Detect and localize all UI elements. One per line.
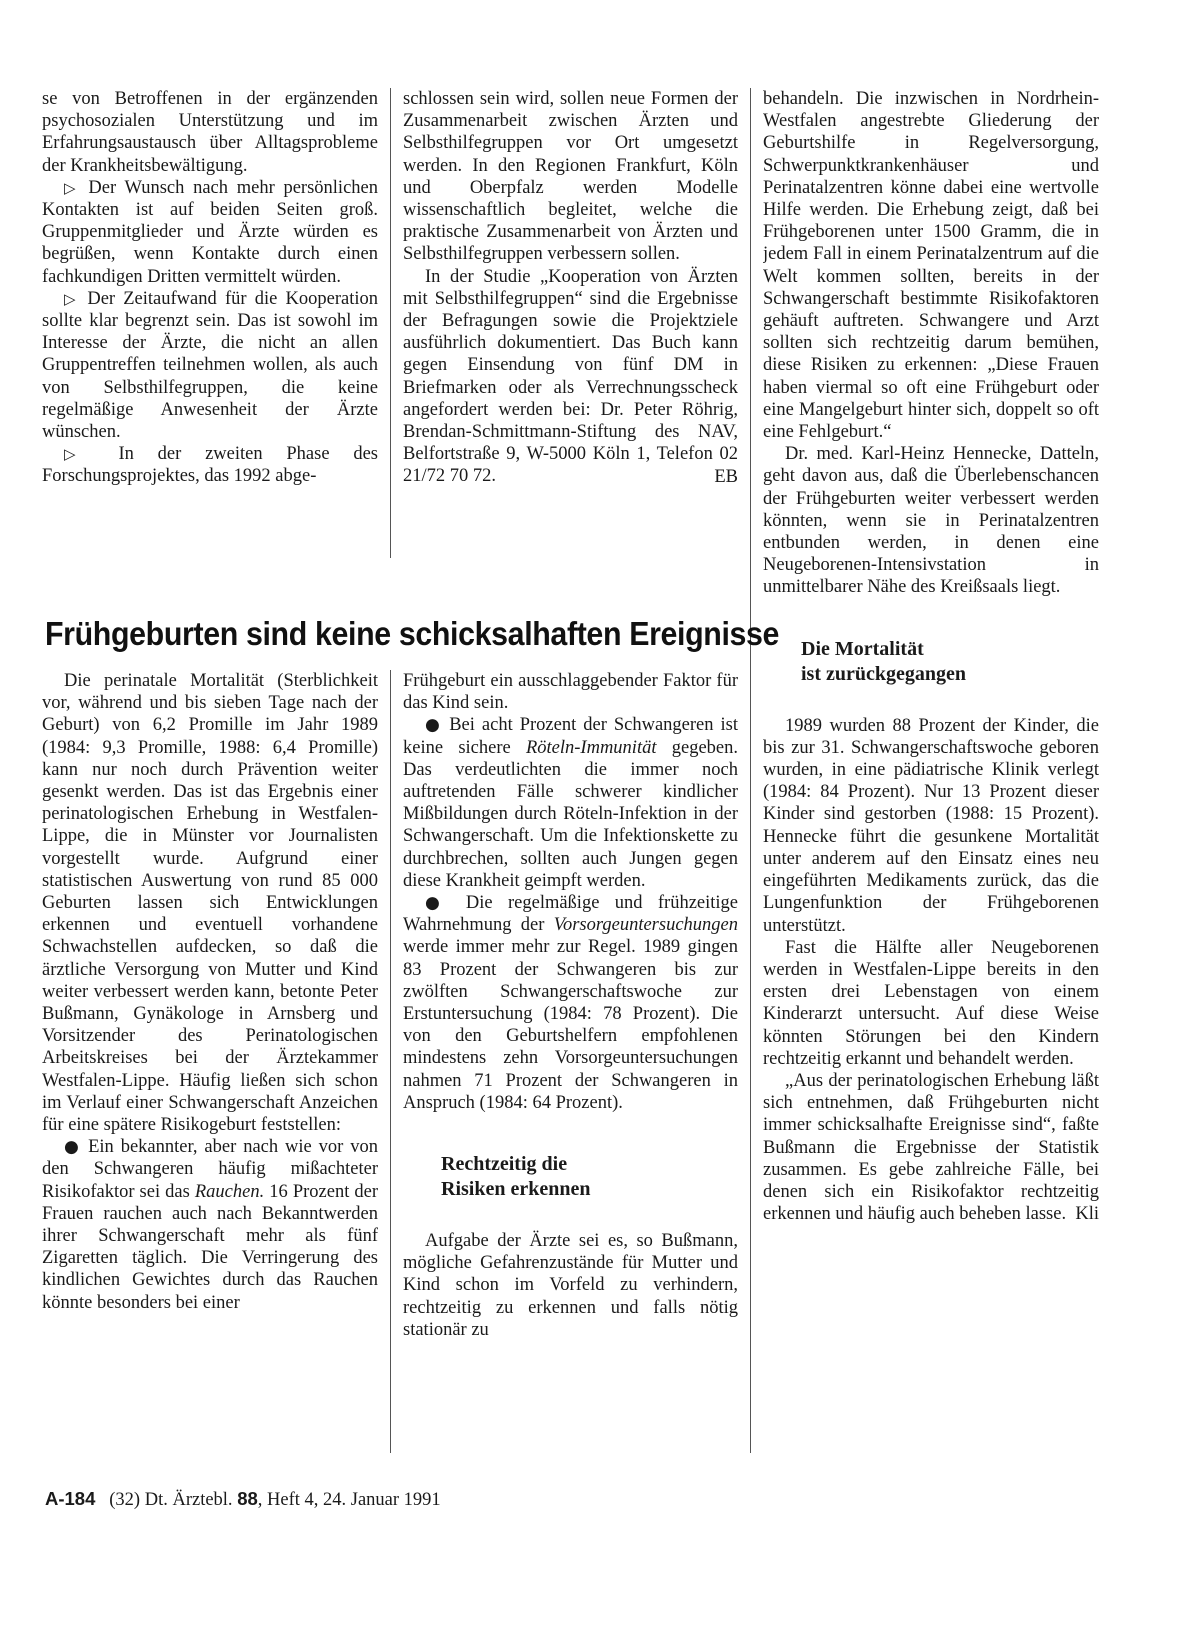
right-column <box>763 88 1099 1483</box>
paragraph: behandeln. Die inzwischen in Nordrhein-Westfalen angestrebte Gliederung der Geburtshilfe in Regelversorgung, Schwerpunktkrankenhäuser und Perinatalzentren könne dabei eine wertvolle Hilfe werden. Die Erhebung zeigt, daß bei Frühgeborenen unter 1500 Gramm, die in jedem Fall in einem Perinatalzentrum auf die Welt kommen sollten, bereits in der Schwangerschaft bestimmte Risikofaktoren gehäuft auftreten. Schwangere und Arzt sollten sich rechtzeitig darum bemühen, diese Risiken zu erkennen: „Diese Frauen haben viermal so oft eine Frühgeburt oder eine Mangelgeburt hinter sich, doppelt so oft eine Fehlgeburt.“ <box>763 89 1099 443</box>
paragraph: Frühgeburt ein ausschlaggebender Faktor für das Kind sein. <box>403 671 738 714</box>
triangle-bullet-icon: ▷ <box>64 445 95 464</box>
subheading-risks: Rechtzeitig die Risiken erkennen <box>441 1153 591 1201</box>
list-item: ▷ Der Wunsch nach mehr persönlichen Kontakten ist auf beiden Seiten groß. Gruppenmitglieder und Ärzte würden es begrüßen, wenn Kontakte durch einen fachkundigen Dritten vermittelt würden. <box>42 177 378 287</box>
top-column-2 <box>403 88 738 558</box>
journal-name: (32) Dt. Ärztebl. <box>109 1490 233 1510</box>
bullet-icon: ● <box>425 893 451 914</box>
paragraph: Fast die Hälfte aller Neugeborenen werden in Westfalen-Lippe bereits in den ersten drei Lebenstagen von einem Kinderarzt untersucht. Auf diese Weise könnten Störungen bei den Kindern rechtzeitig erkannt und behandelt werden. <box>763 937 1099 1069</box>
paragraph: In der Studie „Kooperation von Ärzten mit Selbsthilfegruppen“ sind die Ergebnisse der Befragungen sowie die Projektziele ausführlich dokumentiert. Das Buch kann gegen Einsendung von fünf DM in Briefmarken oder als Verrechnungsscheck angefordert werden bei: Dr. Peter Röhrig, Brendan-Schmittmann-Stiftung des NAV, Belfortstraße 9, W-5000 Köln 1, Telefon 02 21/72 70 72. <box>403 266 738 487</box>
list-item: ● Bei acht Prozent der Schwangeren ist keine sichere Röteln-Immunität gegeben. Das verdeutlichten die immer noch auftretenden Fälle schwerer kindlicher Mißbildungen durch Röteln-Infektion in der Schwangerschaft. Um die Infektionskette zu durchbrechen, sollten auch Jungen gegen diese Krankheit geimpft werden. <box>403 715 738 891</box>
paragraph: „Aus der perinatologischen Erhebung läßt sich entnehmen, daß Frühgeburten nicht immer schicksalhafte Ereignisse sind“, faßte Bußmann die Ergebnisse der Statistik zusammen. Es gebe zahlreiche Fälle, bei denen sich ein Risikofaktor rechtzeitig erkennen und häufig auch beheben lasse. <box>763 1070 1099 1225</box>
list-item: ● Die regelmäßige und frühzeitige Wahrnehmung der Vorsorgeuntersuchungen werde immer mehr zur Regel. 1989 gingen 83 Prozent der Schwangeren bis zur zwölften Schwangerschaftswoche zur Erstuntersuchung (1984: 78 Prozent). Die von den Geburtshelfern empfohlenen mindestens zehn Vorsorgeuntersuchungen nahmen 71 Prozent der Schwangeren in Anspruch (1984: 64 Prozent). <box>403 893 738 1113</box>
column-divider <box>390 670 391 1453</box>
paragraph: Dr. med. Karl-Heinz Hennecke, Datteln, geht davon aus, daß die Überlebenschancen der Frühgeburten weiter verbessert werden könnten, wenn sie in Perinatalzentren entbunden werden, in denen eine Neugeborenen-Intensivstation in unmittelbarer Nähe des Kreißsaals liegt. <box>763 444 1099 598</box>
column-divider <box>390 88 391 558</box>
paragraph: Aufgabe der Ärzte sei es, so Bußmann, mögliche Gefahrenzustände für Mutter und Kind schon im Vorfeld zu verhindern, rechtzeitig zu erkennen und falls nötig stationär zu <box>403 1231 738 1340</box>
subheading-mortality: Die Mortalität ist zurückgegangen <box>801 637 966 685</box>
page-number: A-184 <box>45 1488 96 1509</box>
paragraph: 1989 wurden 88 Prozent der Kinder, die bis zur 31. Schwangerschaftswoche geboren wurden, in eine pädiatrische Klinik verlegt (1984: 84 Prozent). Nur 13 Prozent dieser Kinder sind gestorben (1988: 15 Prozent). Hennecke führt die gesunkene Mortalität unter anderem auf den Einsatz eines neu eingeführten Medikaments zurück, das die Lungenfunktion der Frühgeborenen unterstützt. <box>763 715 1099 936</box>
paragraph: se von Betroffenen in der ergänzenden psychosozialen Unterstützung und im Erfahrungsaustausch über Alltagsprobleme der Krankheitsbewältigung. <box>42 89 378 176</box>
paragraph: Die perinatale Mortalität (Sterblichkeit vor, während und bis sieben Tage nach der Geburt) von 6,2 Promille im Jahr 1989 (1984: 9,3 Promille, 1988: 6,4 Promille) kann nur noch durch Prävention weiter gesenkt werden. Das ist das Ergebnis einer perinatologischen Erhebung in Westfalen-Lippe, die in Münster vor Journalisten vorgestellt wurde. Aufgrund einer statistischen Auswertung von rund 85 000 Geburten lassen sich Entwicklungen erkennen und eventuell vorhandene Schwachstellen aufdecken, so daß die ärztliche Versorgung von Mutter und Kind weiter verbessert werden kann, betonte Peter Bußmann, Gynäkologe in Arnsberg und Vorsitzender des Perinatologischen Arbeitskreises bei der Ärztekammer Westfalen-Lippe. Häufig ließen sich schon im Verlauf einer Schwangerschaft Anzeichen für eine spätere Risikogeburt feststellen: <box>42 671 378 1136</box>
issue-date: , Heft 4, 24. Januar 1991 <box>257 1490 441 1510</box>
triangle-bullet-icon: ▷ <box>64 289 80 308</box>
headline: Frühgeburten sind keine schicksalhaften Ereignisse <box>45 615 780 652</box>
volume-number: 88 <box>237 1488 258 1509</box>
paragraph: schlossen sein wird, sollen neue Formen der Zusammenarbeit zwischen Ärzten und Selbsthilfegruppen vor Ort umgesetzt werden. In den Regionen Frankfurt, Köln und Oberpfalz werden Modelle wissenschaftlich begleitet, welche die praktische Zusammenarbeit von Ärzten und Selbsthilfegruppen verbessern sollen. <box>403 89 738 265</box>
top-column-1 <box>42 88 378 558</box>
list-item: ● Ein bekannter, aber nach wie vor von den Schwangeren häufig mißachteter Risikofaktor sei das Rauchen. 16 Prozent der Frauen rauchen auch nach Bekanntwerden ihrer Schwangerschaft mehr als fünf Zigaretten täglich. Die Verringerung des kindlichen Gewichtes durch das Rauchen könnte besonders bei einer <box>42 1137 378 1313</box>
bottom-column-1 <box>42 670 378 1450</box>
bullet-icon: ● <box>64 1137 82 1158</box>
author-initials: Kli <box>1075 1204 1099 1225</box>
column-divider <box>750 88 751 1453</box>
bullet-icon: ● <box>425 715 443 736</box>
page-footer <box>45 1488 441 1511</box>
author-initials: EB <box>714 466 738 487</box>
bottom-column-2 <box>403 670 738 1450</box>
list-item: ▷ In der zweiten Phase des Forschungsprojektes, das 1992 abge- <box>42 444 378 487</box>
list-item: ▷ Der Zeitaufwand für die Kooperation sollte klar begrenzt sein. Das ist sowohl im Interesse der Ärzte, die nicht an allen Gruppentreffen teilnehmen wollen, als auch von Selbsthilfegruppen, die keine regelmäßige Anwesenheit der Ärzte wünschen. <box>42 288 378 443</box>
triangle-bullet-icon: ▷ <box>64 178 80 197</box>
